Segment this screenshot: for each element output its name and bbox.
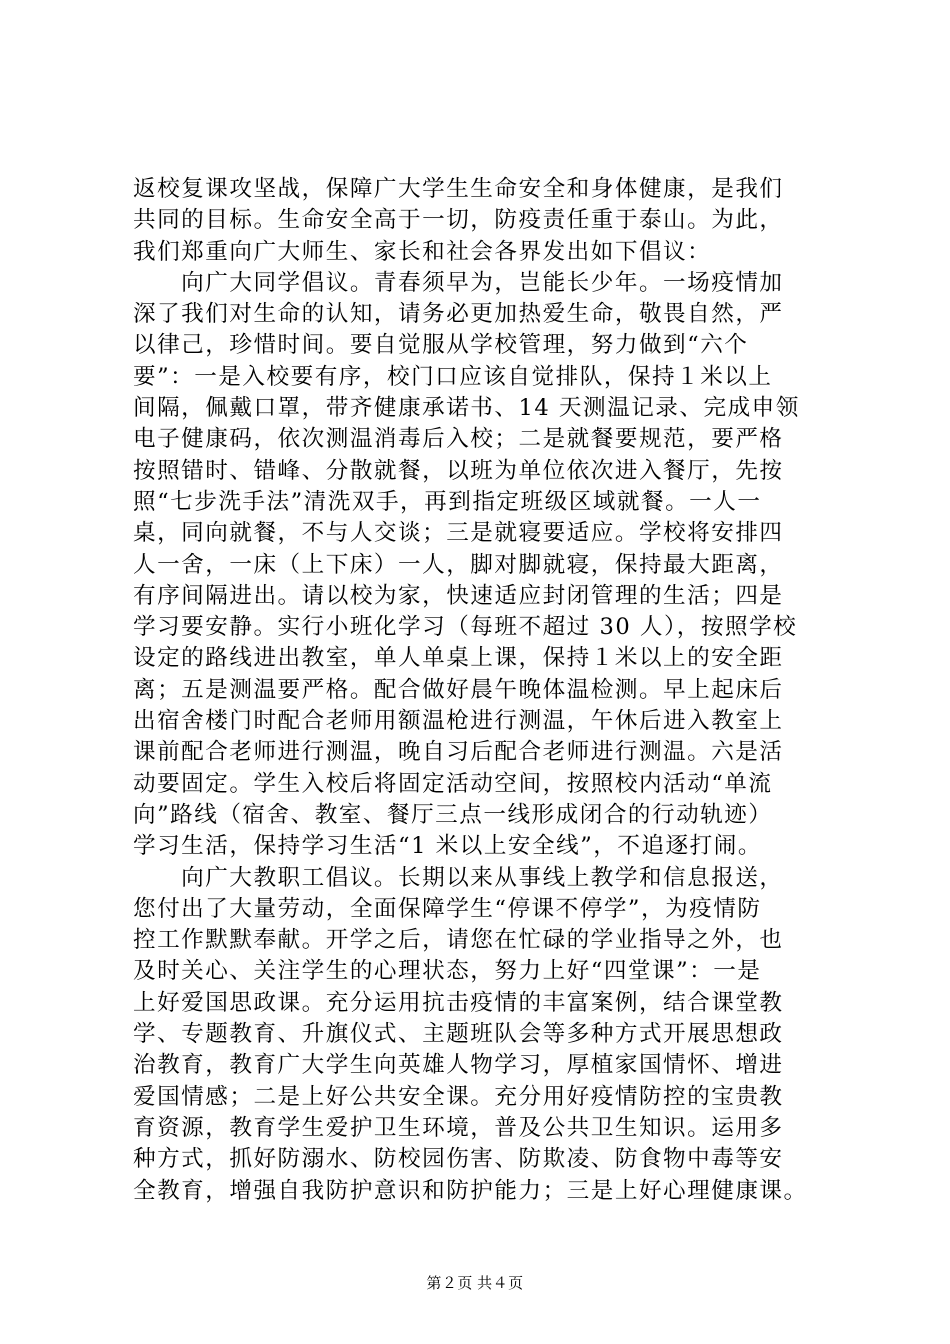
text-line: 间隔，佩戴口罩，带齐健康承诺书、14 天测温记录、完成申领 — [133, 395, 800, 422]
text-line: 课前配合老师进行测温，晚自习后配合老师进行测温。六是活 — [133, 739, 784, 766]
text-line: 照“七步洗手法”清洗双手，再到指定班级区域就餐。一人一 — [133, 488, 762, 515]
text-line: 要”：一是入校要有序，校门口应该自觉排队，保持１米以上 — [133, 363, 773, 390]
text-line: 出宿舍楼门时配合老师用额温枪进行测温，午休后进入教室上 — [133, 708, 784, 735]
text-line: 全教育，增强自我防护意识和防护能力；三是上好心理健康课。 — [133, 1177, 808, 1204]
body-text — [133, 174, 848, 1207]
text-line: 育资源，教育学生爱护卫生环境，普及公共卫生知识。运用多 — [133, 1114, 784, 1141]
text-line: 种方式，抓好防溺水、防校园伤害、防欺凌、防食物中毒等安 — [133, 1146, 784, 1173]
text-line: 向广大教职工倡议。长期以来从事线上教学和信息报送， — [133, 864, 784, 891]
text-line: 学习要安静。实行小班化学习（每班不超过 30 人），按照学校 — [133, 614, 798, 641]
text-line: 有序间隔进出。请以校为家，快速适应封闭管理的生活；四是 — [133, 582, 784, 609]
text-line: 按照错时、错峰、分散就餐，以班为单位依次进入餐厅，先按 — [133, 457, 784, 484]
text-line: 桌，同向就餐，不与人交谈；三是就寝要适应。学校将安排四 — [133, 520, 784, 547]
text-line: 及时关心、关注学生的心理状态，努力上好“四堂课”：一是 — [133, 958, 762, 985]
text-line: 我们郑重向广大师生、家长和社会各界发出如下倡议： — [133, 238, 712, 265]
text-line: 深了我们对生命的认知，请务必更加热爱生命，敬畏自然，严 — [133, 301, 784, 328]
text-line: 返校复课攻坚战，保障广大学生生命安全和身体健康，是我们 — [133, 176, 784, 202]
text-line: 您付出了大量劳动，全面保障学生“停课不停学”，为疫情防 — [133, 895, 762, 922]
text-line: 学、专题教育、升旗仪式、主题班队会等多种方式开展思想政 — [133, 1021, 784, 1048]
text-line: 向”路线（宿舍、教室、餐厅三点一线形成闭合的行动轨迹） — [133, 801, 773, 828]
text-line: 共同的目标。生命安全高于一切，防疫责任重于泰山。为此， — [133, 207, 784, 234]
text-line: 人一舍，一床（上下床）一人，脚对脚就寝，保持最大距离， — [133, 551, 784, 578]
text-line: 爱国情感；二是上好公共安全课。充分用好疫情防控的宝贵教 — [133, 1083, 784, 1110]
text-line: 治教育，教育广大学生向英雄人物学习，厚植家国情怀、增进 — [133, 1052, 784, 1079]
text-line: 动要固定。学生入校后将固定活动空间，按照校内活动“单流 — [133, 770, 773, 797]
text-line: 离；五是测温要严格。配合做好晨午晚体温检测。早上起床后 — [133, 676, 784, 703]
text-line: 学习生活，保持学习生活“1 米以上安全线”，不追逐打闹。 — [133, 833, 762, 860]
text-line: 向广大同学倡议。青春须早为，岂能长少年。一场疫情加 — [133, 269, 784, 296]
text-line: 设定的路线进出教室，单人单桌上课，保持１米以上的安全距 — [133, 645, 784, 672]
page-footer: 第２页 共４页 — [426, 1276, 524, 1292]
text-line: 上好爱国思政课。充分运用抗击疫情的丰富案例，结合课堂教 — [133, 989, 784, 1016]
text-line: 电子健康码，依次测温消毒后入校；二是就餐要规范，要严格 — [133, 426, 784, 453]
text-line: 控工作默默奉献。开学之后，请您在忙碌的学业指导之外，也 — [133, 927, 784, 954]
text-line: 以律己，珍惜时间。要自觉服从学校管理，努力做到“六个 — [133, 332, 749, 359]
